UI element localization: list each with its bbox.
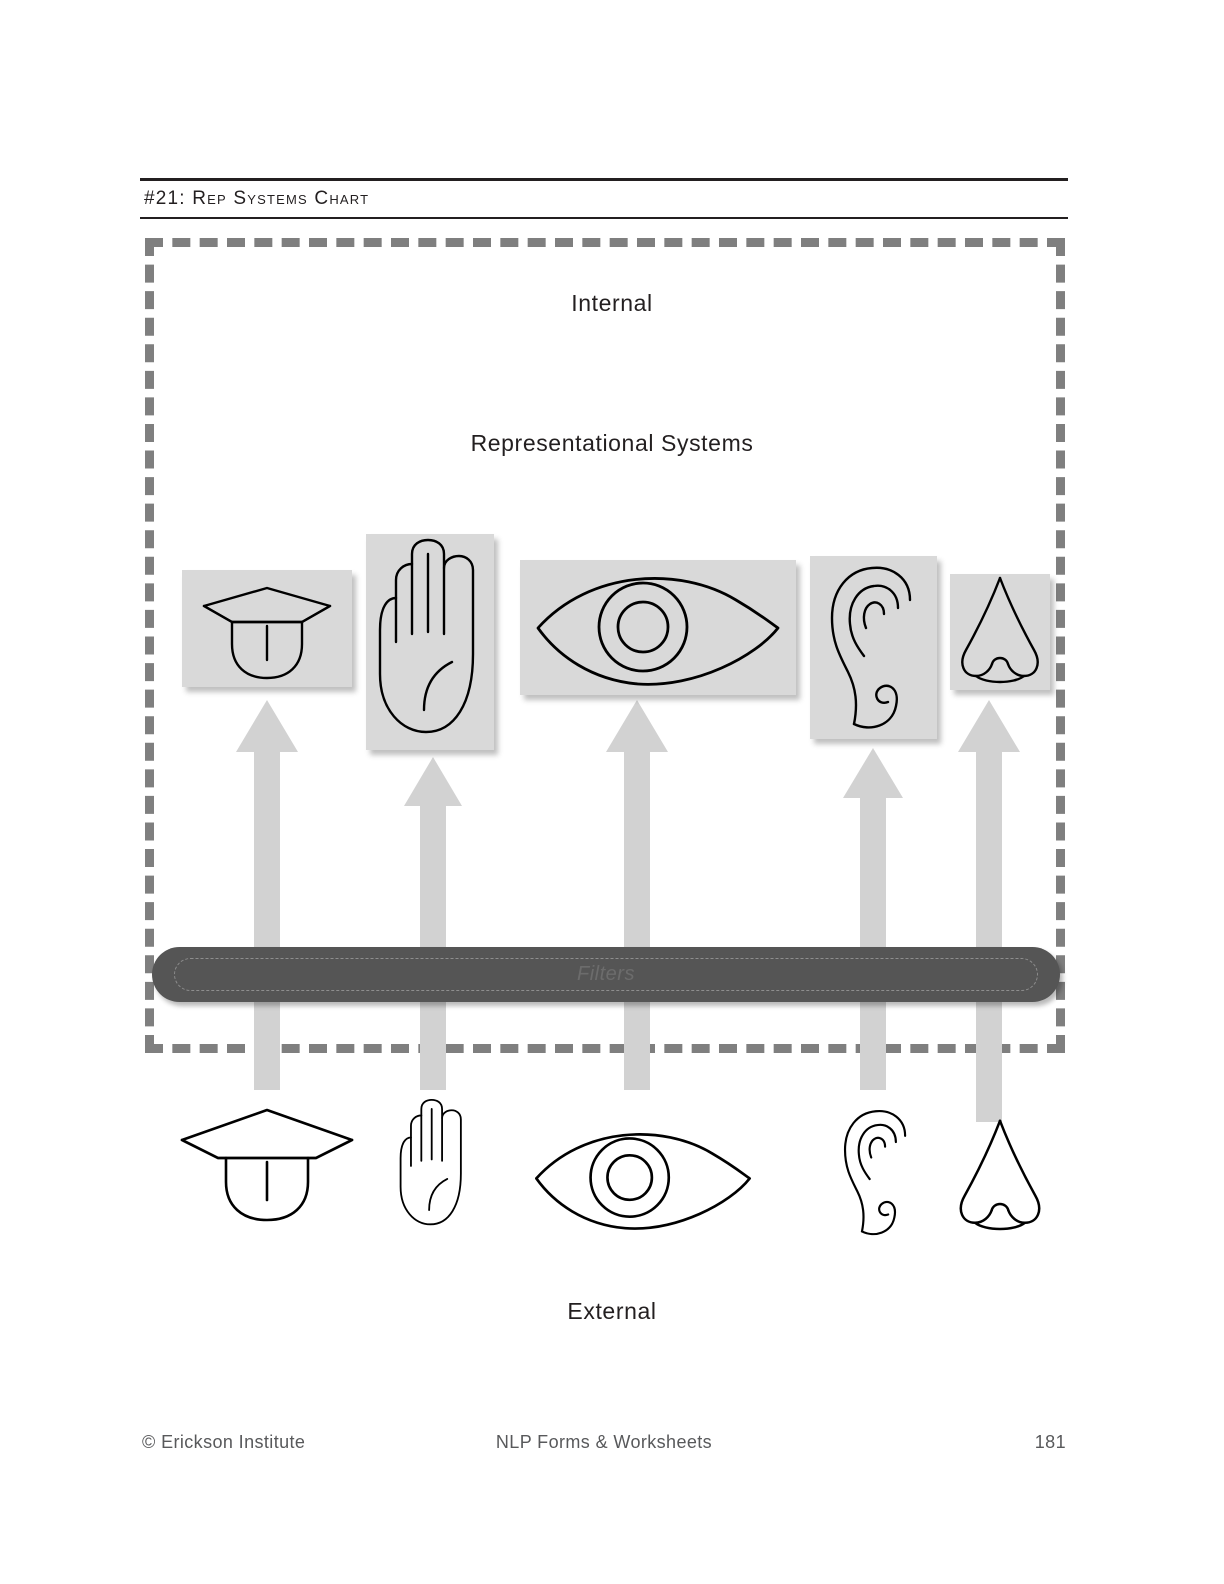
eye-icon — [520, 1118, 766, 1238]
arrow-shaft-kinesthetic-lower — [420, 1002, 446, 1088]
ear-icon — [810, 556, 937, 739]
nose-icon — [948, 1114, 1052, 1240]
internal-icon-card-auditory[interactable] — [810, 556, 937, 739]
page-header — [140, 178, 1068, 219]
footer-page-number: 181 — [1034, 1432, 1066, 1452]
mouth-tongue-icon — [182, 570, 352, 687]
external-icon-gustatory[interactable] — [176, 1100, 358, 1225]
external-icon-olfactory[interactable] — [948, 1114, 1052, 1240]
footer-title: NLP Forms & Worksheets — [495, 1432, 713, 1452]
external-icon-kinesthetic[interactable] — [378, 1096, 488, 1236]
eye-icon — [520, 560, 796, 695]
internal-icon-card-visual[interactable] — [520, 560, 796, 695]
arrow-shaft-olfactory-lower — [976, 1002, 1002, 1122]
page-title: #21: Rep Systems Chart — [144, 188, 370, 209]
representational-systems-label: Representational Systems — [470, 430, 754, 456]
header-rule-bottom — [140, 217, 1068, 219]
internal-icon-card-gustatory[interactable] — [182, 570, 352, 687]
arrow-shaft-gustatory-lower — [254, 1002, 280, 1088]
ear-icon — [828, 1102, 926, 1243]
nose-icon — [950, 574, 1050, 690]
external-label: External — [567, 1298, 657, 1324]
arrow-shaft-auditory-lower — [860, 1002, 886, 1088]
internal-icon-card-olfactory[interactable] — [950, 574, 1050, 690]
footer-copyright: © Erickson Institute — [142, 1432, 306, 1452]
filters-bar[interactable] — [152, 947, 1060, 1002]
mouth-tongue-icon — [176, 1100, 358, 1225]
internal-icon-card-kinesthetic[interactable] — [366, 534, 494, 750]
hand-icon — [378, 1096, 488, 1236]
filters-label: Filters — [577, 963, 635, 985]
internal-label: Internal — [571, 290, 653, 316]
arrow-shaft-visual-lower — [624, 1002, 650, 1088]
hand-icon — [366, 534, 494, 750]
external-icon-visual[interactable] — [520, 1118, 766, 1238]
external-icon-auditory[interactable] — [828, 1102, 926, 1243]
